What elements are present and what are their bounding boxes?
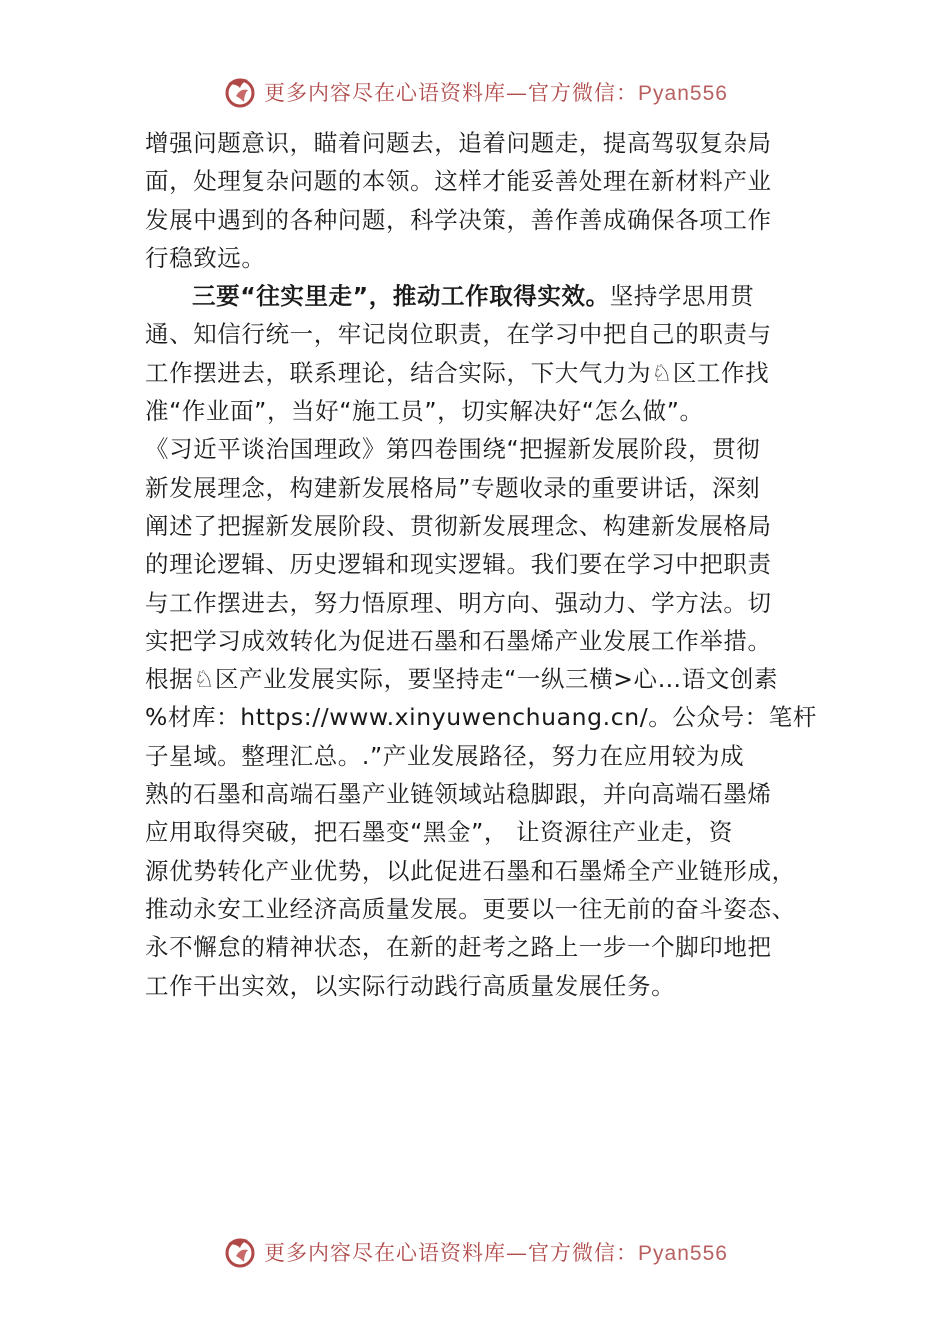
line-text: 熟的石墨和高端石墨产业链领域站稳脚跟，并向高端石墨烯 (145, 780, 772, 809)
line-text: 推动永安工业经济高质量发展。更要以一往无前的奋斗姿态、 (145, 894, 796, 923)
text-line (145, 162, 825, 200)
brand-logo-icon (222, 1234, 258, 1270)
watermark-text: 更多内容尽在心语资料库—官方微信：Pyan556 (264, 1241, 728, 1265)
line-text: 工作干出实效，以实际行动践行高质量发展任务。 (145, 971, 676, 1000)
line-text: 应用取得突破，把石墨变“黑金”， 让资源往产业走，资 (145, 818, 733, 847)
document-body (145, 124, 825, 1005)
line-text: 面，处理复杂问题的本领。这样才能妥善处理在新材料产业 (145, 167, 772, 196)
line-text: 子星域。整理汇总。.”产业发展路径，努力在应用较为成 (145, 741, 745, 770)
footer-watermark (0, 1232, 950, 1272)
text-line (145, 890, 825, 928)
text-line (145, 201, 825, 239)
text-line (145, 507, 825, 545)
line-text: 新发展理念，构建新发展格局”专题收录的重要讲话，深刻 (145, 473, 761, 502)
watermark-text: 更多内容尽在心语资料库—官方微信：Pyan556 (264, 81, 728, 105)
text-line (145, 698, 825, 736)
text-line (145, 928, 825, 966)
line-text: 《习近平谈治国理政》第四卷围绕“把握新发展阶段，贯彻 (145, 435, 761, 464)
brand-logo-icon (222, 74, 258, 110)
line-text: 准“作业面”，当好“施工员”，切实解决好“怎么做”。 (145, 397, 704, 426)
line-text: 行稳致远。 (145, 243, 266, 272)
header-watermark (0, 72, 950, 112)
text-line (145, 737, 825, 775)
text-line (145, 660, 825, 698)
text-line (145, 545, 825, 583)
line-text: %材库：https://www.xinyuwenchuang.cn/。公众号：笔杆 (145, 703, 817, 732)
line-text: 工作摆进去，联系理论，结合实际，下大气力为♘区工作找 (145, 358, 770, 387)
text-line (145, 277, 825, 315)
text-line (145, 775, 825, 813)
line-text: 增强问题意识，瞄着问题去，追着问题走，提高驾驭复杂局 (145, 129, 772, 157)
line-text: 坚持学思用贯 (609, 282, 755, 311)
line-text: 与工作摆进去，努力悟原理、明方向、强动力、学方法。切 (145, 588, 772, 617)
text-line (145, 852, 825, 890)
bold-heading: 三要“往实里走”，推动工作取得实效。 (192, 282, 610, 311)
line-text: 源优势转化产业优势，以此促进石墨和石墨烯全产业链形成， (145, 856, 796, 885)
text-line (145, 315, 825, 353)
line-text: 通、知信行统一，牢记岗位职责，在学习中把自己的职责与 (145, 320, 772, 349)
line-text: 阐述了把握新发展阶段、贯彻新发展理念、构建新发展格局 (145, 511, 772, 540)
text-line (145, 584, 825, 622)
text-line (145, 469, 825, 507)
text-line (145, 622, 825, 660)
text-line (145, 392, 825, 430)
text-line (145, 430, 825, 468)
text-line (145, 239, 825, 277)
text-line (145, 124, 825, 162)
text-line (145, 813, 825, 851)
line-text: 实把学习成效转化为促进石墨和石墨烯产业发展工作举措。 (145, 626, 772, 655)
line-text: 的理论逻辑、历史逻辑和现实逻辑。我们要在学习中把职责 (145, 550, 772, 579)
line-text: 永不懈怠的精神状态，在新的赶考之路上一步一个脚印地把 (145, 933, 772, 962)
line-text: 根据♘区产业发展实际，要坚持走“一纵三横>心…语文创素 (145, 665, 779, 694)
line-text: 发展中遇到的各种问题，科学决策，善作善成确保各项工作 (145, 205, 772, 234)
text-line (145, 354, 825, 392)
text-line (145, 967, 825, 1005)
